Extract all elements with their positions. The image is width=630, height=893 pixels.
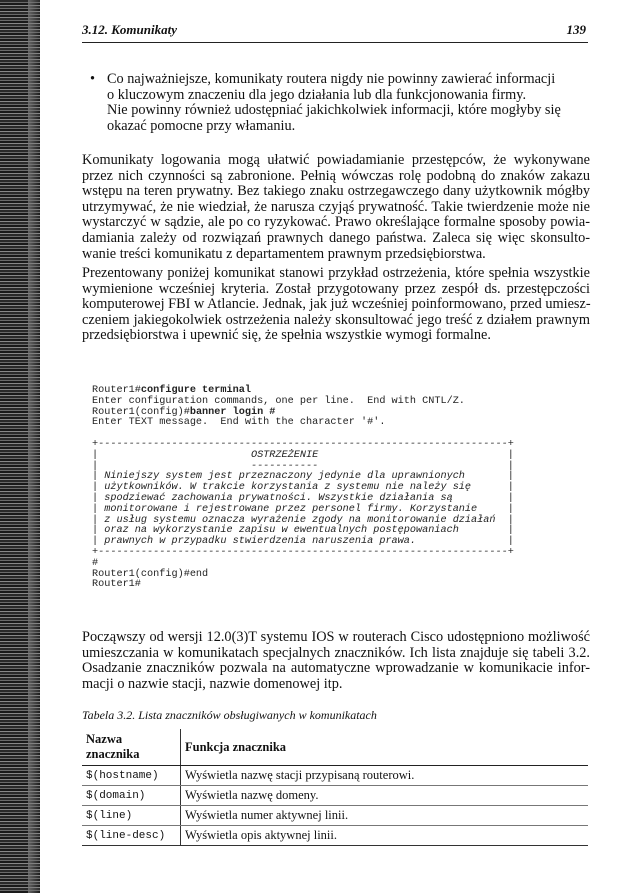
table-caption: Tabela 3.2. Lista znaczników obsługiwanych w komunikatach — [82, 708, 377, 722]
text-line: Co najważniejsze, komunikaty routera nigdy nie powinny zawierać informacji — [107, 71, 556, 87]
text-line: Nie powinny również udostępniać jakichkolwiek informacji, które mogłyby się — [107, 102, 561, 119]
text-line: macji o nazwie stacji, nazwie domenowej itp. — [82, 675, 343, 692]
marker-function: Wyświetla numer aktywnej linii. — [181, 806, 589, 826]
code-output: Enter configuration commands, one per line. End with CNTL/Z. — [92, 395, 465, 407]
marker-name: $(hostname) — [82, 766, 181, 786]
text-line: Prezentowany poniżej komunikat stanowi przykład ostrzeżenia, które spełnia wszystkie — [82, 265, 590, 281]
code-prompt: Router1# — [92, 385, 141, 396]
paragraph-1 — [82, 153, 590, 262]
text-line: czeniem jakiegokolwiek ostrzeżenia należy skonsultować jego treść z działem prawnym — [82, 311, 590, 328]
code-listing — [92, 386, 514, 591]
text-line: wstępu na teren prywatny. Bez takiego znaku ostrzegawczego dany użytkownik mógłby — [82, 183, 590, 200]
banner-box: +-------------------------------------------------------------------+ | OSTRZEŻENIE | | ----------- | | Niniejszy system jest przeznaczony jedynie dla uprawnionych | | użytkowników. W trakcie korzystania z systemu nie należy się | | spodziewać zachowania prywatności. Wszystkie działania są | | monitorowane i rejestrowane przez personel firmy. Korzystanie | | z usług systemu oznacza wyrażenie zgody na monitorowanie działań | | oraz na wykorzystanie zapisu w ewentualnych postępowaniach | | prawnych w przypadku stwierdzenia naruszenia prawa. | +-------------------------------------------------------------------+ — [92, 438, 514, 558]
marker-function: Wyświetla opis aktywnej linii. — [181, 826, 589, 846]
table-row — [82, 786, 588, 806]
text-line: okazać pomocne przy włamaniu. — [107, 117, 296, 134]
text-line: komputerowej FBI w Atlancie. Jednak, jak już wcześniej poinformowano, przed umiesz- — [82, 296, 591, 313]
table-header: Nazwa znacznika — [82, 729, 181, 766]
bullet-item — [90, 71, 563, 134]
code-end: # Router1(config)#end Router1# — [92, 557, 209, 591]
marker-name: $(domain) — [82, 786, 181, 806]
code-command: configure terminal — [140, 385, 251, 396]
bullet-icon: • — [90, 71, 96, 87]
table-row — [82, 806, 588, 826]
table-header: Funkcja znacznika — [181, 729, 589, 766]
text-line: wanie treści komunikatu z departamentem prawnym przedsiębiorstwa. — [82, 245, 486, 262]
table-row — [82, 826, 588, 846]
page-number: 139 — [566, 22, 586, 37]
text-line: o kluczowym znaczeniu dla jego działania lub dla funkcjonowania firmy. — [107, 86, 527, 103]
text-line: Komunikaty logowania mogą ułatwić powiadamianie przestępców, że wykonywane — [82, 152, 590, 168]
text-line: Osadzanie znaczników pozwala na automatyczne wprowadzanie w komunikacie infor- — [82, 660, 590, 677]
paragraph-3 — [82, 630, 590, 692]
paragraph-2 — [82, 266, 590, 344]
marker-name: $(line-desc) — [82, 826, 181, 846]
text-line: damiania zależy od rozwiązań prawnych danego państwa. Zaleca się więc skonsulto- — [82, 229, 590, 246]
text-line: utrzymywać, że nie wiedział, że narusza czyjąś prywatność. Takie twierdzenie może nie — [82, 198, 590, 215]
text-line: przedsiębiorstwa i upewnić się, że spełnia wszystkie wymogi formalne. — [82, 327, 491, 344]
text-line: umieszczania w komunikatach specjalnych znaczników. Ich lista znajduje się tabeli 3.2. — [82, 644, 590, 661]
code-prompt: Router1(config)# — [92, 406, 190, 418]
code-command: banner login # — [189, 406, 276, 418]
text-line: wymienione wcześniej kryteria. Został przygotowany przez zespół ds. przestępczości — [82, 280, 590, 297]
marker-name: $(line) — [82, 806, 181, 826]
table-row — [82, 766, 588, 786]
running-header — [82, 20, 588, 43]
markers-table — [82, 729, 588, 846]
marker-function: Wyświetla nazwę stacji przypisaną routerowi. — [181, 766, 589, 786]
scan-edge-shadow — [0, 0, 40, 893]
marker-function: Wyświetla nazwę domeny. — [181, 786, 589, 806]
code-output: Enter TEXT message. End with the character '#'. — [92, 417, 386, 429]
text-line: przez nich czynności są zabronione. Pełnią wówczas rolę podobną do znaków zakazu — [82, 167, 590, 184]
section-title: 3.12. Komunikaty — [82, 22, 177, 37]
text-line: wystarczyć w sądzie, ale po co ryzykować. Prawo określające formalne sposoby powia- — [82, 214, 590, 231]
text-line: Począwszy od wersji 12.0(3)T systemu IOS w routerach Cisco udostępniono możliwość — [82, 629, 590, 645]
